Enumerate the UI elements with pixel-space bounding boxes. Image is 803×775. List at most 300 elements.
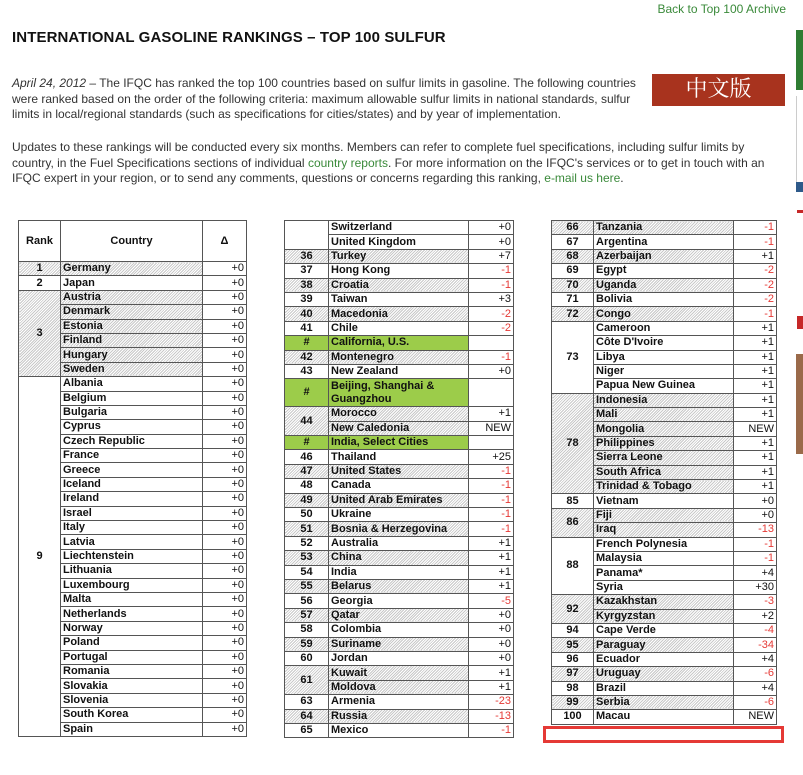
country-cell: Paraguay [594,638,734,652]
rank-cell: 43 [285,364,329,378]
delta-cell: +7 [469,249,514,263]
country-cell: Luxembourg [61,578,203,592]
rank-cell: 3 [19,290,61,376]
country-cell: Thailand [329,450,469,464]
delta-cell: +0 [469,637,514,651]
rank-cell: 53 [285,551,329,565]
delta-cell: +4 [734,566,777,580]
delta-cell: -2 [734,278,777,292]
table-row [285,623,514,637]
rank-cell: 55 [285,579,329,593]
country-cell: Syria [594,580,734,594]
delta-cell: +1 [469,565,514,579]
delta-cell: -6 [734,695,777,709]
delta-cell: -1 [734,537,777,551]
country-cell: Jordan [329,651,469,665]
rank-cell: 36 [285,249,329,263]
delta-cell: +1 [469,666,514,680]
rank-cell: 99 [552,695,594,709]
delta-cell: +0 [203,708,247,722]
country-cell: Japan [61,276,203,290]
delta-cell: +0 [203,333,247,347]
rank-cell: 98 [552,681,594,695]
country-cell: Tanzania [594,221,734,235]
table-row [285,292,514,306]
delta-cell: +0 [469,608,514,622]
table-row [285,321,514,335]
delta-cell: +0 [203,362,247,376]
delta-cell: +1 [734,480,777,494]
delta-cell: -1 [469,464,514,478]
table-row [552,221,777,235]
country-cell: Kuwait [329,666,469,680]
country-cell: Hong Kong [329,264,469,278]
delta-cell: +30 [734,580,777,594]
country-cell: Malta [61,592,203,606]
delta-cell: +1 [469,407,514,421]
page-title: INTERNATIONAL GASOLINE RANKINGS – TOP 100 SULFUR [12,29,446,46]
publish-date: April 24, 2012 [12,76,87,90]
rank-cell: 9 [19,377,61,737]
delta-cell: -1 [469,264,514,278]
rank-cell: 49 [285,493,329,507]
delta-cell: +0 [203,564,247,578]
rank-cell: 50 [285,508,329,522]
delta-cell: +0 [203,290,247,304]
delta-cell: +0 [203,319,247,333]
country-cell: South Africa [594,465,734,479]
delta-cell: NEW [734,710,777,724]
country-cell: Netherlands [61,607,203,621]
table-row [285,450,514,464]
country-cell: Taiwan [329,292,469,306]
country-cell: Mongolia [594,422,734,436]
country-cell: Cyprus [61,420,203,434]
country-cell: Libya [594,350,734,364]
delta-cell: +1 [734,336,777,350]
delta-cell: NEW [469,421,514,435]
country-cell: Belgium [61,391,203,405]
sidebar-widget-edge [796,96,803,192]
country-cell: Mali [594,408,734,422]
country-cell: Estonia [61,319,203,333]
delta-cell: +0 [203,449,247,463]
rankings-table-2 [284,220,514,738]
country-cell: Australia [329,536,469,550]
country-cell: Suriname [329,637,469,651]
table-row [552,292,777,306]
delta-cell: +1 [734,249,777,263]
table-row [285,723,514,737]
country-cell: French Polynesia [594,537,734,551]
delta-cell: +0 [203,578,247,592]
country-cell: Armenia [329,695,469,709]
table-row [285,336,514,350]
delta-cell: +4 [734,681,777,695]
delta-cell: -4 [734,623,777,637]
delta-cell: +0 [203,535,247,549]
sidebar-widget-edge [797,316,803,329]
delta-header: Δ [203,221,247,262]
delta-cell [469,436,514,450]
table-row [285,637,514,651]
country-cell: Congo [594,307,734,321]
delta-cell: +2 [734,609,777,623]
country-cell: Ukraine [329,508,469,522]
country-cell: Norway [61,621,203,635]
country-cell: Russia [329,709,469,723]
rank-cell: 56 [285,594,329,608]
delta-cell: -1 [734,221,777,235]
country-cell: Finland [61,333,203,347]
delta-cell: -13 [469,709,514,723]
table-row [285,551,514,565]
rank-cell: 54 [285,565,329,579]
table-row [552,710,777,724]
country-cell: Albania [61,377,203,391]
country-cell: Switzerland [329,221,469,235]
delta-cell: -23 [469,695,514,709]
country-cell: Malaysia [594,551,734,565]
delta-cell: +0 [203,621,247,635]
country-cell: Chile [329,321,469,335]
rank-cell: 42 [285,350,329,364]
table-row [285,522,514,536]
rank-cell: 70 [552,278,594,292]
country-cell: Austria [61,290,203,304]
country-cell: Turkey [329,249,469,263]
delta-cell: +0 [203,664,247,678]
rank-cell: 73 [552,321,594,393]
country-cell: Qatar [329,608,469,622]
country-cell: China [329,551,469,565]
country-cell: Argentina [594,235,734,249]
country-cell: France [61,449,203,463]
country-cell: Uruguay [594,667,734,681]
country-cell: Niger [594,364,734,378]
rank-cell: 96 [552,652,594,666]
delta-cell: NEW [734,422,777,436]
rank-cell [285,221,329,250]
rank-cell: 67 [552,235,594,249]
delta-cell: -1 [469,508,514,522]
table-row [19,377,247,391]
delta-cell: +0 [469,651,514,665]
country-cell: Iceland [61,477,203,491]
chinese-version-button[interactable]: 中文版 [652,74,785,106]
delta-cell: -1 [469,278,514,292]
rank-header: Rank [19,221,61,262]
delta-cell: +0 [203,592,247,606]
rank-cell: 78 [552,393,594,494]
rank-cell: # [285,379,329,407]
delta-cell: -1 [734,551,777,565]
delta-cell: +4 [734,652,777,666]
delta-cell: +0 [203,463,247,477]
country-cell: Kyrgyzstan [594,609,734,623]
country-reports-link[interactable]: country reports [307,155,388,170]
country-cell: Serbia [594,695,734,709]
delta-cell: +3 [469,292,514,306]
updates-text-3: . [620,171,624,185]
updates-text-1: Updates to these rankings will be conducted every six months. Members can refer to complete fuel specifications, including sulfur limits by country, in the Fuel Specifications sections of individual [12,140,745,170]
table-row [19,262,247,276]
rank-cell: 58 [285,623,329,637]
updates-text-2: . For more information on the IFQC's services or to get in touch with an IFQC expert in your region, or to send any comments, questions or concerns regarding this ranking, [12,155,765,185]
country-cell: Indonesia [594,393,734,407]
rank-cell: 66 [552,221,594,235]
rank-cell: 71 [552,292,594,306]
country-cell: Georgia [329,594,469,608]
table-row [285,579,514,593]
country-cell: Morocco [329,407,469,421]
country-cell: Iraq [594,523,734,537]
country-header: Country [61,221,203,262]
rank-cell: 65 [285,723,329,737]
country-cell: United Kingdom [329,235,469,249]
delta-cell: +0 [203,679,247,693]
country-cell: Ireland [61,492,203,506]
rank-cell: 51 [285,522,329,536]
country-cell: Egypt [594,264,734,278]
delta-cell: -6 [734,667,777,681]
delta-cell: +1 [734,364,777,378]
delta-cell: +0 [203,420,247,434]
delta-cell: +0 [203,506,247,520]
rank-cell: 100 [552,710,594,724]
table-row [552,264,777,278]
country-cell: Denmark [61,305,203,319]
table-row [552,235,777,249]
country-cell: Bosnia & Herzegovina [329,522,469,536]
delta-cell: -1 [734,235,777,249]
table-row [552,249,777,263]
table-row [285,350,514,364]
rank-cell: 39 [285,292,329,306]
country-cell: Sweden [61,362,203,376]
delta-cell: -3 [734,595,777,609]
table-row [552,695,777,709]
delta-cell: -1 [469,350,514,364]
delta-cell: +0 [203,650,247,664]
rankings-table-3 [551,220,777,725]
delta-cell: +0 [469,364,514,378]
table-row [285,709,514,723]
delta-cell: +0 [469,221,514,235]
country-cell: Spain [61,722,203,736]
table-row [285,608,514,622]
table-row [19,276,247,290]
delta-cell: -34 [734,638,777,652]
country-cell: Sierra Leone [594,451,734,465]
country-cell: Israel [61,506,203,520]
country-cell: Bulgaria [61,405,203,419]
rankings-table-1 [18,220,247,737]
country-cell: Bolivia [594,292,734,306]
country-cell: Montenegro [329,350,469,364]
country-cell: Moldova [329,680,469,694]
delta-cell: +0 [203,477,247,491]
country-cell: Fiji [594,508,734,522]
table-row [552,681,777,695]
table-row [285,307,514,321]
country-cell: Trinidad & Tobago [594,480,734,494]
country-cell: New Zealand [329,364,469,378]
table-row [285,536,514,550]
country-cell: Philippines [594,436,734,450]
delta-cell: +1 [469,579,514,593]
rank-cell: 44 [285,407,329,436]
table-row [285,278,514,292]
country-cell: Belarus [329,579,469,593]
country-cell: Cape Verde [594,623,734,637]
delta-cell: -1 [469,479,514,493]
country-cell: Poland [61,636,203,650]
delta-cell: +0 [203,492,247,506]
country-cell: Macedonia [329,307,469,321]
delta-cell: +1 [469,551,514,565]
table-row [552,307,777,321]
rank-cell: 52 [285,536,329,550]
rank-cell: 94 [552,623,594,637]
rank-cell: 47 [285,464,329,478]
table-row [285,695,514,709]
country-cell: Papua New Guinea [594,379,734,393]
delta-cell: +1 [469,536,514,550]
table-row [552,494,777,508]
rank-cell: 63 [285,695,329,709]
delta-cell: -1 [469,493,514,507]
country-cell: Romania [61,664,203,678]
delta-cell: +0 [469,235,514,249]
back-to-archive-link[interactable]: Back to Top 100 Archive [657,2,786,16]
delta-cell: +1 [734,451,777,465]
country-cell: Uganda [594,278,734,292]
rank-cell: 59 [285,637,329,651]
delta-cell: +1 [734,393,777,407]
delta-cell [469,379,514,407]
country-cell: Côte D'Ivoire [594,336,734,350]
intro-text: – The IFQC has ranked the top 100 countries based on sulfur limits in gasoline. The following countries were ranked based on the order of the following criteria: maximum allowable sulfur limits in national standards, sulfur limits in local/regional standards (such as specifications for cities/states) and by year of implementation. [12,76,636,121]
table-row [552,667,777,681]
rank-cell: 41 [285,321,329,335]
updates-paragraph [12,140,772,187]
table-row [19,290,247,304]
delta-cell: +0 [203,348,247,362]
delta-cell: +0 [203,693,247,707]
delta-cell: +0 [203,276,247,290]
country-cell: Italy [61,521,203,535]
table-row [552,278,777,292]
intro-paragraph [12,76,640,123]
table-row [285,407,514,421]
table-row [285,464,514,478]
table-row [552,652,777,666]
sidebar-widget-edge [797,210,803,213]
delta-cell: +25 [469,450,514,464]
delta-cell: +1 [734,379,777,393]
delta-cell: -13 [734,523,777,537]
country-cell: Kazakhstan [594,595,734,609]
delta-cell: -2 [734,264,777,278]
delta-cell: +0 [203,722,247,736]
delta-cell: +0 [203,636,247,650]
delta-cell: +1 [734,321,777,335]
country-cell: Germany [61,262,203,276]
table-row [285,221,514,235]
country-cell: Czech Republic [61,434,203,448]
table-row [285,508,514,522]
table-row [285,493,514,507]
table-row [285,249,514,263]
rank-cell: 64 [285,709,329,723]
delta-cell: +0 [203,549,247,563]
delta-cell: -1 [469,522,514,536]
country-cell: Colombia [329,623,469,637]
country-cell: Beijing, Shanghai & Guangzhou [329,379,469,407]
rank-cell: 38 [285,278,329,292]
table-header-row [19,221,247,262]
rank-cell: 69 [552,264,594,278]
delta-cell: +0 [203,405,247,419]
delta-cell: -1 [469,723,514,737]
country-cell: Mexico [329,723,469,737]
rank-cell: 46 [285,450,329,464]
country-cell: Azerbaijan [594,249,734,263]
country-cell: Canada [329,479,469,493]
table-row [552,595,777,609]
country-cell: Latvia [61,535,203,549]
table-row [552,623,777,637]
rank-cell: 61 [285,666,329,695]
country-cell: Ecuador [594,652,734,666]
table-row [285,565,514,579]
delta-cell: +1 [469,680,514,694]
country-cell: Slovakia [61,679,203,693]
table-row [285,479,514,493]
rank-cell: 72 [552,307,594,321]
country-cell: Croatia [329,278,469,292]
rank-cell: 97 [552,667,594,681]
country-cell: India [329,565,469,579]
country-cell: United Arab Emirates [329,493,469,507]
email-us-link[interactable]: e-mail us here [544,171,621,185]
rank-cell: # [285,436,329,450]
country-cell: Liechtenstein [61,549,203,563]
delta-cell: +1 [734,350,777,364]
table-row [285,594,514,608]
sidebar-image-edge [796,354,803,454]
country-cell: Cameroon [594,321,734,335]
country-cell: South Korea [61,708,203,722]
rank-cell: 37 [285,264,329,278]
delta-cell: +1 [734,436,777,450]
delta-cell: +0 [734,494,777,508]
rank-cell: 2 [19,276,61,290]
table-row [552,321,777,335]
country-cell: United States [329,464,469,478]
rank-cell: 68 [552,249,594,263]
table-row [552,638,777,652]
rank-cell: 48 [285,479,329,493]
table-row [285,379,514,407]
table-row [285,264,514,278]
rank-cell: # [285,336,329,350]
delta-cell: +0 [203,607,247,621]
delta-cell: -2 [734,292,777,306]
delta-cell: +0 [203,434,247,448]
table-row [285,436,514,450]
